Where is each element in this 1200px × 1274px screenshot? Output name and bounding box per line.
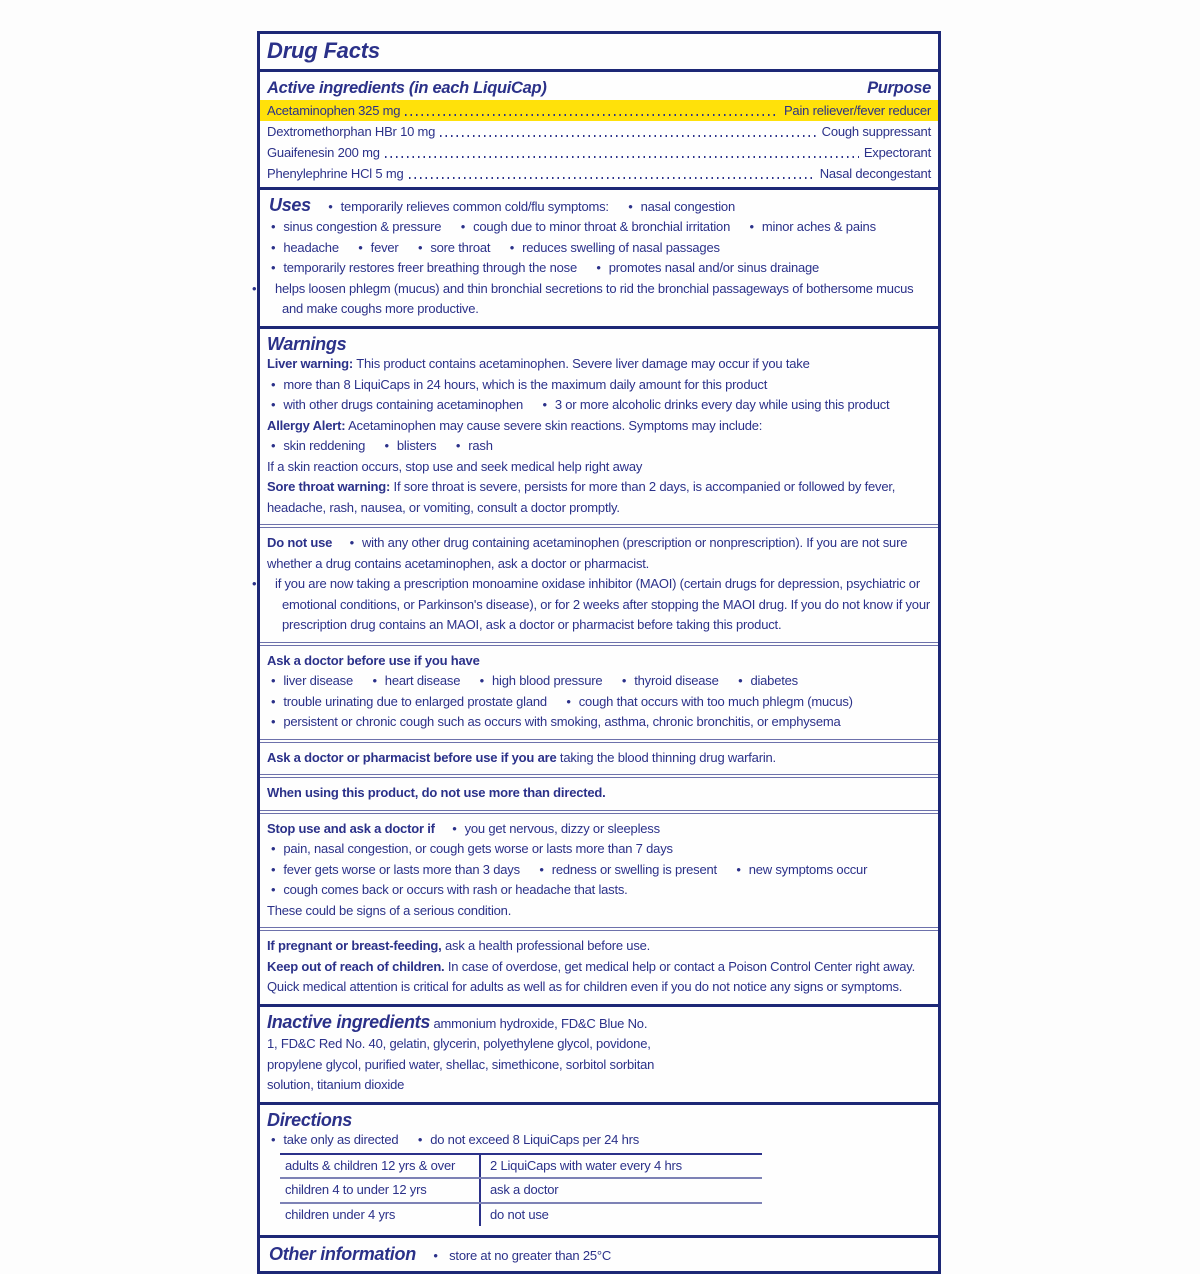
bullet-icon: • [271,260,276,275]
uses-item: fever [370,239,399,255]
do-not-use-item: with any other drug containing acetaminophen (prescription or nonprescription). If you are not sure whether a drug contains acetaminophen, ask a doctor or pharmacist. [267,535,908,571]
allergy-alert [267,416,931,437]
ask-doctor-bullets-1 [267,671,931,692]
bullet-icon: • [271,714,276,729]
stop-use-item: new symptoms occur [748,861,868,877]
bullet-icon: • [417,1132,423,1147]
ingredient-name: Guaifenesin 200 mg [267,144,380,160]
do-not-use-line-1 [267,533,931,574]
sore-throat-warning-text: If sore throat is severe, persists for more than 2 days, is accompanied or followed by fever, headache, rash, nausea, or vomiting, consult a doctor promptly. [267,479,896,515]
bullet-icon: • [542,397,547,412]
directions-item: do not exceed 8 LiquiCaps per 24 hrs [430,1132,640,1147]
condition-item: liver disease [283,673,354,688]
divider [260,326,938,329]
divider [260,524,938,528]
bullet-icon: • [539,861,544,877]
keep-out-of-reach-text: In case of overdose, get medical help or contact a Poison Control Center right away. Quick medical attention is critical for adults as well as for children even if you do not notice any signs or symptoms. [267,958,915,994]
condition-item: thyroid disease [634,673,719,688]
stop-use-item: cough comes back or occurs with rash or headache that lasts. [283,882,628,897]
bullet-icon: • [372,673,377,688]
section-directions [267,1108,931,1233]
warning-item: with other drugs containing acetaminophen [283,397,524,412]
inactive-ingredients-heading: Inactive ingredients [267,1011,431,1032]
active-ingredients-header [267,75,931,100]
uses-line-1 [267,195,931,218]
warning-item: skin reddening [283,438,366,453]
uses-item: headache [283,239,339,255]
uses-heading: Uses [269,194,311,215]
active-ingredient-row-acetaminophen [260,100,938,121]
do-not-use-item: if you are now taking a prescription monoamine oxidase inhibitor (MAOI) (certain drugs for depression, psychiatric or emotional conditions, or Parkinson's disease), or for 2 weeks after stopping the MAOI drug. If you do not know if your prescription drug contains an MAOI, ask a doctor or pharmacist before taking this product. [275,576,931,632]
bullet-icon: • [628,198,633,214]
uses-line-3 [267,238,931,259]
dotted-leader [409,163,815,184]
stop-use-line-3 [267,860,931,881]
dotted-leader [440,121,816,142]
bullet-icon: • [271,693,276,709]
dosage-table [280,1153,762,1227]
uses-item: helps loosen phlegm (mucus) and thin bronchial secretions to rid the bronchial passageways of bothersome mucus and make coughs more productive. [275,280,914,316]
keep-out-of-reach-label: Keep out of reach of children. [267,958,445,974]
bullet-icon: • [596,260,601,275]
bullet-icon: • [271,376,276,392]
bullet-icon: • [271,882,276,897]
dosage-age-group: children under 4 yrs [280,1204,481,1227]
other-information-heading: Other information [269,1244,416,1264]
condition-item: persistent or chronic cough such as occurs with smoking, asthma, chronic bronchitis, or emphysema [283,714,841,729]
divider [260,1102,938,1105]
section-inactive-ingredients [267,1010,659,1099]
ask-doctor-label: Ask a doctor before use if you have [267,652,480,668]
active-ingredient-row-guaifenesin [267,142,931,163]
warning-item: rash [468,438,493,453]
uses-item: promotes nasal and/or sinus drainage [608,260,820,275]
table-row [280,1155,762,1180]
liver-warning-bullet-1 [267,375,931,396]
purpose-heading: Purpose [867,79,931,97]
liver-warning-bullet-2 [267,395,931,416]
divider [260,774,938,778]
uses-line-4 [267,258,931,279]
ask-doctor-bullets-2 [267,692,931,713]
uses-item: reduces swelling of nasal passages [522,239,720,255]
bullet-icon: • [417,239,423,255]
liver-warning [267,354,931,375]
bullet-icon: • [328,198,333,214]
section-when-using: When using this product, do not use more than directed. [267,785,606,800]
section-ask-pharmacist [267,746,931,772]
bullet-icon: • [452,820,457,836]
allergy-alert-text: Acetaminophen may cause severe skin reactions. Symptoms may include: [348,417,763,433]
bullet-icon: • [358,239,363,255]
divider [260,810,938,814]
stop-use-item: you get nervous, dizzy or sleepless [464,820,660,836]
bullet-icon: • [271,239,276,255]
dosage-amount: ask a doctor [490,1182,559,1197]
stop-use-label: Stop use and ask a doctor if [267,820,435,836]
bullet-icon: • [271,673,276,688]
bullet-icon: • [455,438,461,453]
allergy-alert-label: Allergy Alert: [267,417,346,433]
dotted-leader [385,142,859,163]
ask-doctor-bullets-3 [267,712,931,733]
bullet-icon: • [384,438,389,453]
bullet-icon: • [271,861,276,877]
dosage-amount: 2 LiquiCaps with water every 4 hrs [490,1157,682,1173]
divider [260,739,938,743]
keep-out-of-reach-line [267,957,931,998]
warning-item: 3 or more alcoholic drinks every day while using this product [554,397,890,412]
uses-line-2 [267,217,931,238]
stop-use-item: redness or swelling is present [551,861,717,877]
uses-item: cough due to minor throat & bronchial irritation [473,219,731,234]
dosage-amount: do not use [490,1206,549,1222]
condition-item: cough that occurs with too much phlegm (mucus) [578,693,853,709]
ask-pharmacist-label: Ask a doctor or pharmacist before use if you are [267,749,557,765]
dotted-leader [405,100,779,121]
section-do-not-use [252,531,931,639]
liver-warning-text: This product contains acetaminophen. Severe liver damage may occur if you take [356,356,810,371]
bullet-icon: • [749,219,754,234]
ingredient-name: Phenylephrine HCl 5 mg [267,165,404,181]
ingredient-purpose: Pain reliever/fever reducer [783,102,931,118]
do-not-use-label: Do not use [267,535,333,550]
bullet-icon: • [271,1132,276,1147]
stop-use-line-4 [267,880,931,901]
pregnant-text: ask a health professional before use. [445,938,651,953]
skin-reaction-text: If a skin reaction occurs, stop use and seek medical help right away [267,458,643,474]
directions-heading: Directions [267,1109,353,1130]
bullet-icon: • [271,841,276,856]
divider [260,642,938,646]
bullet-icon: • [349,535,354,550]
active-ingredients-heading: Active ingredients (in each LiquiCap) [267,79,547,97]
ingredient-name: Dextromethorphan HBr 10 mg [267,123,436,139]
ingredient-purpose: Nasal decongestant [819,165,931,181]
bullet-icon: • [479,673,485,688]
ingredient-purpose: Expectorant [863,144,931,160]
pregnant-label: If pregnant or breast-feeding, [267,938,442,953]
inactive-ingredients-text: ammonium hydroxide, FD&C Blue No. 1, FD&C Red No. 40, gelatin, glycerin, polyethylene glycol, povidone, propylene glycol, purified water, shellac, simethicone, sorbitol sorbitan solution, titanium dioxide [267,1015,655,1092]
do-not-use-line-2: • if you are now taking a prescription monoamine oxidase inhibitor (MAOI) (certain drugs for depression, psychiatric or emotional conditions, or Parkinson's disease), or for 2 weeks after stopping the MAOI drug. If you do not know if your prescription drug contains an MAOI, ask a doctor or pharmacist before taking this product. [252,576,931,632]
active-ingredient-row-dextromethorphan [267,121,931,142]
condition-item: trouble urinating due to enlarged prostate gland [283,693,547,709]
section-stop-use [267,817,931,925]
bullet-icon: • [433,1248,438,1263]
directions-item: take only as directed [283,1132,399,1147]
divider [260,187,938,190]
uses-item: minor aches & pains [761,219,876,234]
stop-use-item: pain, nasal congestion, or cough gets worse or lasts more than 7 days [283,841,673,856]
bullet-icon: • [566,693,571,709]
allergy-bullets [267,436,931,457]
dosage-age-group: adults & children 12 yrs & over [280,1155,481,1178]
section-other-information [267,1241,931,1269]
page-title: Drug Facts [267,38,380,63]
ask-pharmacist-text: taking the blood thinning drug warfarin. [559,749,776,765]
section-uses [252,193,931,323]
ingredient-purpose: Cough suppressant [821,123,931,139]
drug-facts-label [252,31,941,1274]
divider [260,927,938,931]
uses-item: temporarily relieves common cold/flu symptoms: [340,198,609,214]
bullet-icon: • [736,861,741,877]
warning-item: blisters [396,438,437,453]
table-row [280,1204,762,1227]
condition-item: diabetes [750,673,798,688]
sore-throat-warning-label: Sore throat warning: [267,479,391,494]
pregnant-line [267,936,931,957]
stop-use-footer: These could be signs of a serious condition. [267,902,512,918]
bullet-icon: • [271,219,276,234]
condition-item: heart disease [384,673,461,688]
stop-use-line-2 [267,839,931,860]
other-information-text: store at no greater than 25°C [449,1248,612,1263]
uses-item: sinus congestion & pressure [283,219,442,234]
active-ingredient-row-phenylephrine [267,163,931,184]
bullet-icon: • [271,438,276,453]
divider [260,69,938,72]
uses-item: temporarily restores freer breathing through the nose [283,260,577,275]
section-warnings [267,332,931,522]
uses-line-5: • helps loosen phlegm (mucus) and thin bronchial secretions to rid the bronchial passageways of bothersome mucus and make coughs more productive. [252,280,914,316]
divider [260,1235,938,1238]
bullet-icon: • [271,397,276,412]
stop-use-line-1 [267,819,931,840]
uses-item: nasal congestion [640,198,735,214]
liver-warning-label: Liver warning: [267,356,354,371]
bullet-icon: • [460,219,466,234]
bullet-icon: • [738,673,743,688]
section-pregnancy-children [267,934,931,1001]
divider [260,1004,938,1007]
dosage-age-group: children 4 to under 12 yrs [280,1179,481,1202]
stop-use-item: fever gets worse or lasts more than 3 days [283,861,520,877]
section-ask-doctor [267,649,931,736]
sore-throat-warning [267,477,931,518]
bullet-icon: • [621,673,627,688]
directions-bullets [267,1130,931,1151]
bullet-icon: • [509,239,515,255]
uses-item: sore throat [430,239,491,255]
warning-item: more than 8 LiquiCaps in 24 hours, which is the maximum daily amount for this product [283,376,768,392]
warnings-heading: Warnings [267,333,347,354]
condition-item: high blood pressure [492,673,603,688]
ingredient-name: Acetaminophen 325 mg [267,102,401,118]
